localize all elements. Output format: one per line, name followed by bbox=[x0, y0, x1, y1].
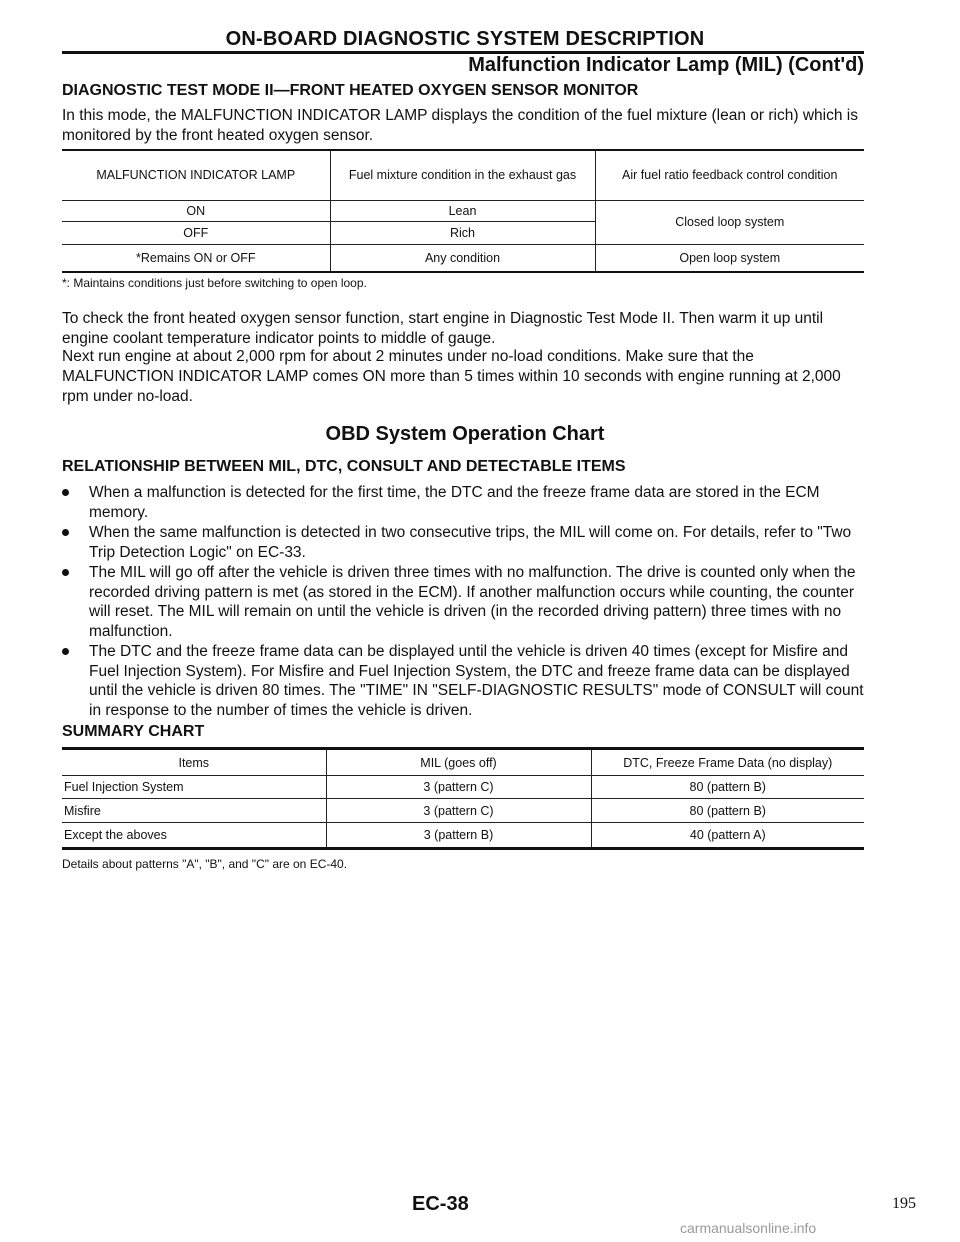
table-row bbox=[62, 200, 864, 221]
table-cell: Open loop system bbox=[595, 244, 864, 272]
mode2-intro: In this mode, the MALFUNCTION INDICATOR LAMP displays the condition of the fuel mixture (lean or rich) which is monitored by the front heated oxygen sensor. bbox=[62, 107, 858, 144]
table-row bbox=[62, 799, 864, 823]
table-cell: Rich bbox=[330, 221, 595, 244]
subsection-title: Malfunction Indicator Lamp (MIL) (Cont'd) bbox=[468, 54, 864, 76]
summary-note: Details about patterns "A", "B", and "C" are on EC-40. bbox=[62, 857, 348, 871]
page-number: 195 bbox=[892, 1195, 916, 1212]
table-row bbox=[62, 776, 864, 799]
table-cell: 3 (pattern C) bbox=[326, 776, 591, 799]
list-item: When the same malfunction is detected in two consecutive trips, the MIL will come on. For details, refer to "Two Trip Detection Logic" on EC-33. bbox=[62, 523, 867, 562]
table-header-cell: MALFUNCTION INDICATOR LAMP bbox=[96, 168, 296, 183]
bullet-list bbox=[62, 483, 867, 721]
table-cell: 40 (pattern A) bbox=[591, 823, 864, 849]
table-cell: 3 (pattern C) bbox=[326, 799, 591, 823]
table-cell: Fuel Injection System bbox=[64, 780, 184, 794]
table-footnote: *: Maintains conditions just before switching to open loop. bbox=[62, 276, 367, 290]
mode2-heading: DIAGNOSTIC TEST MODE II—FRONT HEATED OXYGEN SENSOR MONITOR bbox=[62, 82, 639, 99]
table-header-cell: Fuel mixture condition in the exhaust gas bbox=[330, 150, 595, 200]
table-header-cell: DTC, Freeze Frame Data (no display) bbox=[591, 749, 864, 776]
obd-chart-title: OBD System Operation Chart bbox=[325, 423, 605, 445]
table-header-row bbox=[62, 150, 864, 200]
table-cell-merged: Closed loop system bbox=[595, 200, 864, 244]
mil-mode-table bbox=[62, 149, 864, 273]
table-cell: OFF bbox=[183, 225, 209, 240]
table-cell: *Remains ON or OFF bbox=[136, 250, 256, 265]
table-cell: Any condition bbox=[330, 244, 595, 272]
table-header-row bbox=[62, 749, 864, 776]
relationship-heading: RELATIONSHIP BETWEEN MIL, DTC, CONSULT AND DETECTABLE ITEMS bbox=[62, 458, 626, 475]
table-cell: Misfire bbox=[64, 803, 101, 818]
mode2-paragraph: To check the front heated oxygen sensor function, start engine in Diagnostic Test Mode II. Then warm it up until engine coolant temperature indicator points to middle of gauge. bbox=[62, 310, 824, 347]
table-header-cell: MIL (goes off) bbox=[326, 749, 591, 776]
list-item: The DTC and the freeze frame data can be displayed until the vehicle is driven 40 times (except for Misfire and Fuel Injection System). For Misfire and Fuel Injection System, the DTC and freeze frame data can be displayed until the vehicle is driven 80 times. The "TIME" IN "SELF-DIAGNOSTIC RESULTS" mode of CONSULT will count in response to the number of times the vehicle is driven. bbox=[62, 642, 867, 720]
section-title: ON-BOARD DIAGNOSTIC SYSTEM DESCRIPTION bbox=[225, 28, 705, 50]
table-cell: ON bbox=[186, 203, 206, 218]
summary-heading: SUMMARY CHART bbox=[62, 723, 205, 740]
mode2-paragraph: Next run engine at about 2,000 rpm for about 2 minutes under no-load conditions. Make sure that the MALFUNCTION INDICATOR LAMP comes ON more than 5 times within 10 seconds with engine running at 2,000 rpm under no-load. bbox=[62, 348, 841, 405]
table-header-cell: Air fuel ratio feedback control condition bbox=[595, 150, 864, 200]
table-row bbox=[62, 823, 864, 849]
table-cell: Except the aboves bbox=[64, 828, 167, 842]
table-cell: 3 (pattern B) bbox=[326, 823, 591, 849]
table-cell: 80 (pattern B) bbox=[591, 799, 864, 823]
list-item: The MIL will go off after the vehicle is driven three times with no malfunction. The drive is counted only when the recorded driving pattern is met (as stored in the ECM). If another malfunction occurs while counting, the counter will reset. The MIL will remain on until the vehicle is driven (in the recorded driving pattern) three times with no malfunction. bbox=[62, 563, 867, 641]
table-cell: Lean bbox=[330, 200, 595, 221]
table-row bbox=[62, 244, 864, 272]
list-item: When a malfunction is detected for the first time, the DTC and the freeze frame data are stored in the ECM memory. bbox=[62, 483, 867, 522]
table-cell: 80 (pattern B) bbox=[591, 776, 864, 799]
page-code: EC-38 bbox=[412, 1193, 469, 1215]
watermark: carmanualsonline.info bbox=[680, 1220, 817, 1236]
table-header-cell: Items bbox=[178, 755, 210, 770]
summary-table bbox=[62, 747, 864, 850]
